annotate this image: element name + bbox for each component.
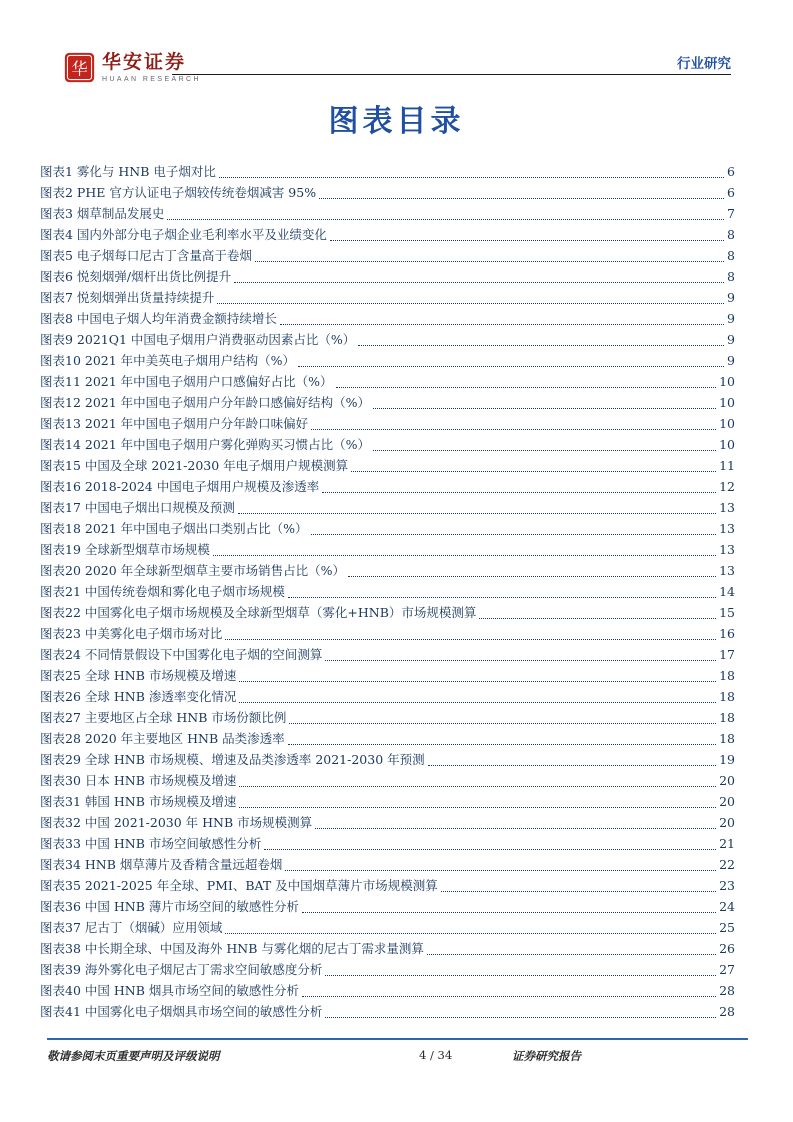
toc-entry-page: 22 (719, 857, 735, 872)
svg-text:华: 华 (71, 59, 88, 79)
page-number: 4 / 34 (419, 1048, 453, 1062)
toc-entry-label: 图表9 2021Q1 中国电子烟用户消费驱动因素占比（%） (40, 332, 356, 347)
report-header (64, 52, 731, 94)
toc-entry (40, 266, 735, 287)
toc-leader-dots (238, 513, 716, 514)
toc-entry (40, 749, 735, 770)
toc-entry (40, 455, 735, 476)
toc-leader-dots (217, 303, 724, 304)
toc-entry-label: 图表33 中国 HNB 市场空间敏感性分析 (40, 836, 262, 851)
toc-leader-dots (239, 702, 716, 703)
toc-entry-label: 图表12 2021 年中国电子烟用户分年龄口感偏好结构（%） (40, 395, 371, 410)
toc-entry-page: 13 (719, 542, 735, 557)
toc-entry (40, 329, 735, 350)
huaan-seal-icon (64, 52, 95, 83)
toc-entry-label: 图表31 韩国 HNB 市场规模及增速 (40, 794, 237, 809)
toc-leader-dots (311, 534, 717, 535)
toc-entry (40, 707, 735, 728)
toc-entry (40, 287, 735, 308)
toc-entry (40, 938, 735, 959)
toc-entry-page: 28 (719, 983, 735, 998)
toc-entry-label: 图表37 尼古丁（烟碱）应用领域 (40, 920, 223, 935)
toc-entry-page: 13 (719, 500, 735, 515)
toc-entry-label: 图表29 全球 HNB 市场规模、增速及品类渗透率 2021-2030 年预测 (40, 752, 425, 767)
toc-entry-page: 7 (727, 206, 735, 221)
toc-entry (40, 539, 735, 560)
toc-entry-label: 图表19 全球新型烟草市场规模 (40, 542, 210, 557)
toc-entry (40, 791, 735, 812)
toc-entry (40, 665, 735, 686)
toc-leader-dots (264, 849, 716, 850)
toc-entry (40, 476, 735, 497)
toc-entry-page: 28 (719, 1004, 735, 1019)
footer-row (47, 1048, 748, 1064)
toc-entry (40, 350, 735, 371)
toc-entry-label: 图表32 中国 2021-2030 年 HNB 市场规模测算 (40, 815, 313, 830)
toc-leader-dots (302, 912, 716, 913)
toc-leader-dots (255, 261, 724, 262)
toc-entry (40, 770, 735, 791)
toc-leader-dots (285, 870, 716, 871)
toc-entry-label: 图表18 2021 年中国电子烟出口类别占比（%） (40, 521, 308, 536)
toc-entry-label: 图表41 中国雾化电子烟烟具市场空间的敏感性分析 (40, 1004, 323, 1019)
toc-entry-page: 16 (719, 626, 735, 641)
toc-entry (40, 854, 735, 875)
toc-entry-page: 12 (719, 479, 735, 494)
toc-leader-dots (441, 891, 716, 892)
brand-name: 华安证券 (102, 51, 187, 73)
toc-entry-label: 图表8 中国电子烟人均年消费金额持续增长 (40, 311, 277, 326)
toc-leader-dots (213, 555, 716, 556)
toc-entry-page: 9 (727, 311, 735, 326)
toc-entry (40, 413, 735, 434)
toc-entry-label: 图表2 PHE 官方认证电子烟较传统卷烟减害 95% (40, 185, 317, 200)
toc-entry-label: 图表26 全球 HNB 渗透率变化情况 (40, 689, 237, 704)
footer-divider (47, 1038, 748, 1040)
toc-entry (40, 497, 735, 518)
toc-entry-page: 18 (719, 668, 735, 683)
toc-leader-dots (280, 324, 724, 325)
toc-entry-label: 图表10 2021 年中美英电子烟用户结构（%） (40, 353, 296, 368)
toc-leader-dots (167, 219, 724, 220)
toc-leader-dots (225, 639, 716, 640)
toc-entry (40, 161, 735, 182)
toc-entry-page: 13 (719, 563, 735, 578)
toc-entry (40, 644, 735, 665)
header-divider (172, 74, 731, 75)
toc-leader-dots (325, 1017, 716, 1018)
toc-entry-page: 18 (719, 731, 735, 746)
toc-entry-label: 图表13 2021 年中国电子烟用户分年龄口味偏好 (40, 416, 309, 431)
footer-disclaimer: 敬请参阅末页重要声明及评级说明 (47, 1049, 220, 1063)
toc-entry-page: 10 (719, 437, 735, 452)
toc-entry-page: 26 (719, 941, 735, 956)
toc-entry-page: 11 (719, 458, 735, 473)
toc-leader-dots (239, 786, 716, 787)
toc-leader-dots (302, 996, 716, 997)
toc-leader-dots (373, 408, 716, 409)
toc-leader-dots (288, 597, 716, 598)
toc-entry-page: 24 (719, 899, 735, 914)
toc-entry (40, 812, 735, 833)
toc-entry-label: 图表11 2021 年中国电子烟用户口感偏好占比（%） (40, 374, 333, 389)
toc-entry (40, 560, 735, 581)
toc-entry-label: 图表22 中国雾化电子烟市场规模及全球新型烟草（雾化+HNB）市场规模测算 (40, 605, 477, 620)
toc-entry-page: 8 (727, 269, 735, 284)
toc-entry (40, 980, 735, 1001)
toc-entry-label: 图表35 2021-2025 年全球、PMI、BAT 及中国烟草薄片市场规模测算 (40, 878, 438, 893)
toc-entry-page: 21 (719, 836, 735, 851)
toc-entry-label: 图表40 中国 HNB 烟具市场空间的敏感性分析 (40, 983, 299, 998)
toc-leader-dots (428, 765, 716, 766)
toc-entry-label: 图表1 雾化与 HNB 电子烟对比 (40, 164, 216, 179)
toc-entry (40, 602, 735, 623)
toc-entry-label: 图表23 中美雾化电子烟市场对比 (40, 626, 223, 641)
toc-leader-dots (319, 198, 724, 199)
toc-entry (40, 245, 735, 266)
toc-entry-label: 图表20 2020 年全球新型烟草主要市场销售占比（%） (40, 563, 346, 578)
toc-entry-label: 图表21 中国传统卷烟和雾化电子烟市场规模 (40, 584, 285, 599)
toc-leader-dots (325, 975, 716, 976)
toc-leader-dots (311, 429, 716, 430)
report-type-label: 证券研究报告 (512, 1049, 581, 1063)
toc-entry (40, 581, 735, 602)
toc-entry (40, 728, 735, 749)
toc-entry-page: 6 (727, 185, 735, 200)
toc-entry (40, 224, 735, 245)
toc-leader-dots (479, 618, 716, 619)
figure-toc-list (40, 161, 735, 1022)
toc-entry-page: 23 (719, 878, 735, 893)
toc-entry-label: 图表7 悦刻烟弹出货量持续提升 (40, 290, 215, 305)
toc-leader-dots (298, 366, 724, 367)
toc-entry (40, 686, 735, 707)
toc-entry-page: 20 (719, 773, 735, 788)
toc-entry-page: 15 (719, 605, 735, 620)
toc-entry-label: 图表30 日本 HNB 市场规模及增速 (40, 773, 237, 788)
toc-entry-page: 6 (727, 164, 735, 179)
toc-entry-page: 20 (719, 794, 735, 809)
toc-entry-label: 图表16 2018-2024 中国电子烟用户规模及渗透率 (40, 479, 320, 494)
toc-entry-label: 图表6 悦刻烟弹/烟杆出货比例提升 (40, 269, 232, 284)
toc-leader-dots (239, 681, 716, 682)
toc-leader-dots (373, 450, 716, 451)
toc-entry-label: 图表5 电子烟每口尼古丁含量高于卷烟 (40, 248, 252, 263)
toc-entry (40, 623, 735, 644)
toc-entry-page: 9 (727, 332, 735, 347)
toc-entry-page: 8 (727, 248, 735, 263)
report-category: 行业研究 (677, 56, 731, 72)
toc-entry-label: 图表14 2021 年中国电子烟用户雾化弹购买习惯占比（%） (40, 437, 371, 452)
toc-leader-dots (348, 576, 716, 577)
toc-entry-label: 图表28 2020 年主要地区 HNB 品类渗透率 (40, 731, 285, 746)
toc-entry-page: 9 (727, 290, 735, 305)
toc-entry-page: 10 (719, 395, 735, 410)
toc-entry-label: 图表38 中长期全球、中国及海外 HNB 与雾化烟的尼古丁需求量测算 (40, 941, 424, 956)
toc-leader-dots (288, 744, 716, 745)
toc-entry-label: 图表27 主要地区占全球 HNB 市场份额比例 (40, 710, 287, 725)
toc-leader-dots (427, 954, 716, 955)
toc-entry (40, 896, 735, 917)
toc-leader-dots (322, 492, 716, 493)
brand-subtitle: HUAAN RESEARCH (102, 75, 201, 83)
toc-entry-label: 图表24 不同情景假设下中国雾化电子烟的空间测算 (40, 647, 323, 662)
toc-leader-dots (239, 807, 716, 808)
toc-entry (40, 308, 735, 329)
toc-entry-label: 图表4 国内外部分电子烟企业毛利率水平及业绩变化 (40, 227, 327, 242)
toc-entry (40, 392, 735, 413)
toc-leader-dots (234, 282, 724, 283)
toc-leader-dots (289, 723, 716, 724)
toc-leader-dots (351, 471, 716, 472)
toc-leader-dots (358, 345, 724, 346)
toc-leader-dots (336, 387, 717, 388)
toc-leader-dots (330, 240, 724, 241)
toc-entry (40, 203, 735, 224)
toc-entry (40, 959, 735, 980)
header-right (172, 52, 731, 75)
toc-entry-page: 19 (719, 752, 735, 767)
toc-entry (40, 371, 735, 392)
toc-entry (40, 875, 735, 896)
toc-entry-label: 图表34 HNB 烟草薄片及香精含量远超卷烟 (40, 857, 283, 872)
toc-leader-dots (225, 933, 716, 934)
toc-entry-page: 18 (719, 710, 735, 725)
toc-entry-page: 14 (719, 584, 735, 599)
toc-entry-page: 9 (727, 353, 735, 368)
toc-entry-page: 17 (719, 647, 735, 662)
report-footer (47, 1038, 748, 1064)
toc-entry-page: 20 (719, 815, 735, 830)
toc-entry-label: 图表36 中国 HNB 薄片市场空间的敏感性分析 (40, 899, 299, 914)
toc-entry (40, 917, 735, 938)
toc-entry-label: 图表39 海外雾化电子烟尼古丁需求空间敏感度分析 (40, 962, 323, 977)
toc-entry (40, 518, 735, 539)
toc-leader-dots (219, 177, 724, 178)
toc-entry-page: 27 (719, 962, 735, 977)
toc-leader-dots (315, 828, 716, 829)
toc-entry-page: 18 (719, 689, 735, 704)
toc-entry (40, 1001, 735, 1022)
toc-entry-label: 图表17 中国电子烟出口规模及预测 (40, 500, 235, 515)
toc-leader-dots (325, 660, 716, 661)
toc-entry-label: 图表15 中国及全球 2021-2030 年电子烟用户规模测算 (40, 458, 349, 473)
page-title: 图表目录 (328, 104, 465, 139)
toc-entry (40, 182, 735, 203)
toc-entry-label: 图表3 烟草制品发展史 (40, 206, 165, 221)
toc-entry-page: 10 (719, 416, 735, 431)
toc-entry-label: 图表25 全球 HNB 市场规模及增速 (40, 668, 237, 683)
toc-entry-page: 25 (719, 920, 735, 935)
toc-entry-page: 8 (727, 227, 735, 242)
toc-entry (40, 833, 735, 854)
toc-entry-page: 13 (719, 521, 735, 536)
toc-entry-page: 10 (719, 374, 735, 389)
toc-entry (40, 434, 735, 455)
